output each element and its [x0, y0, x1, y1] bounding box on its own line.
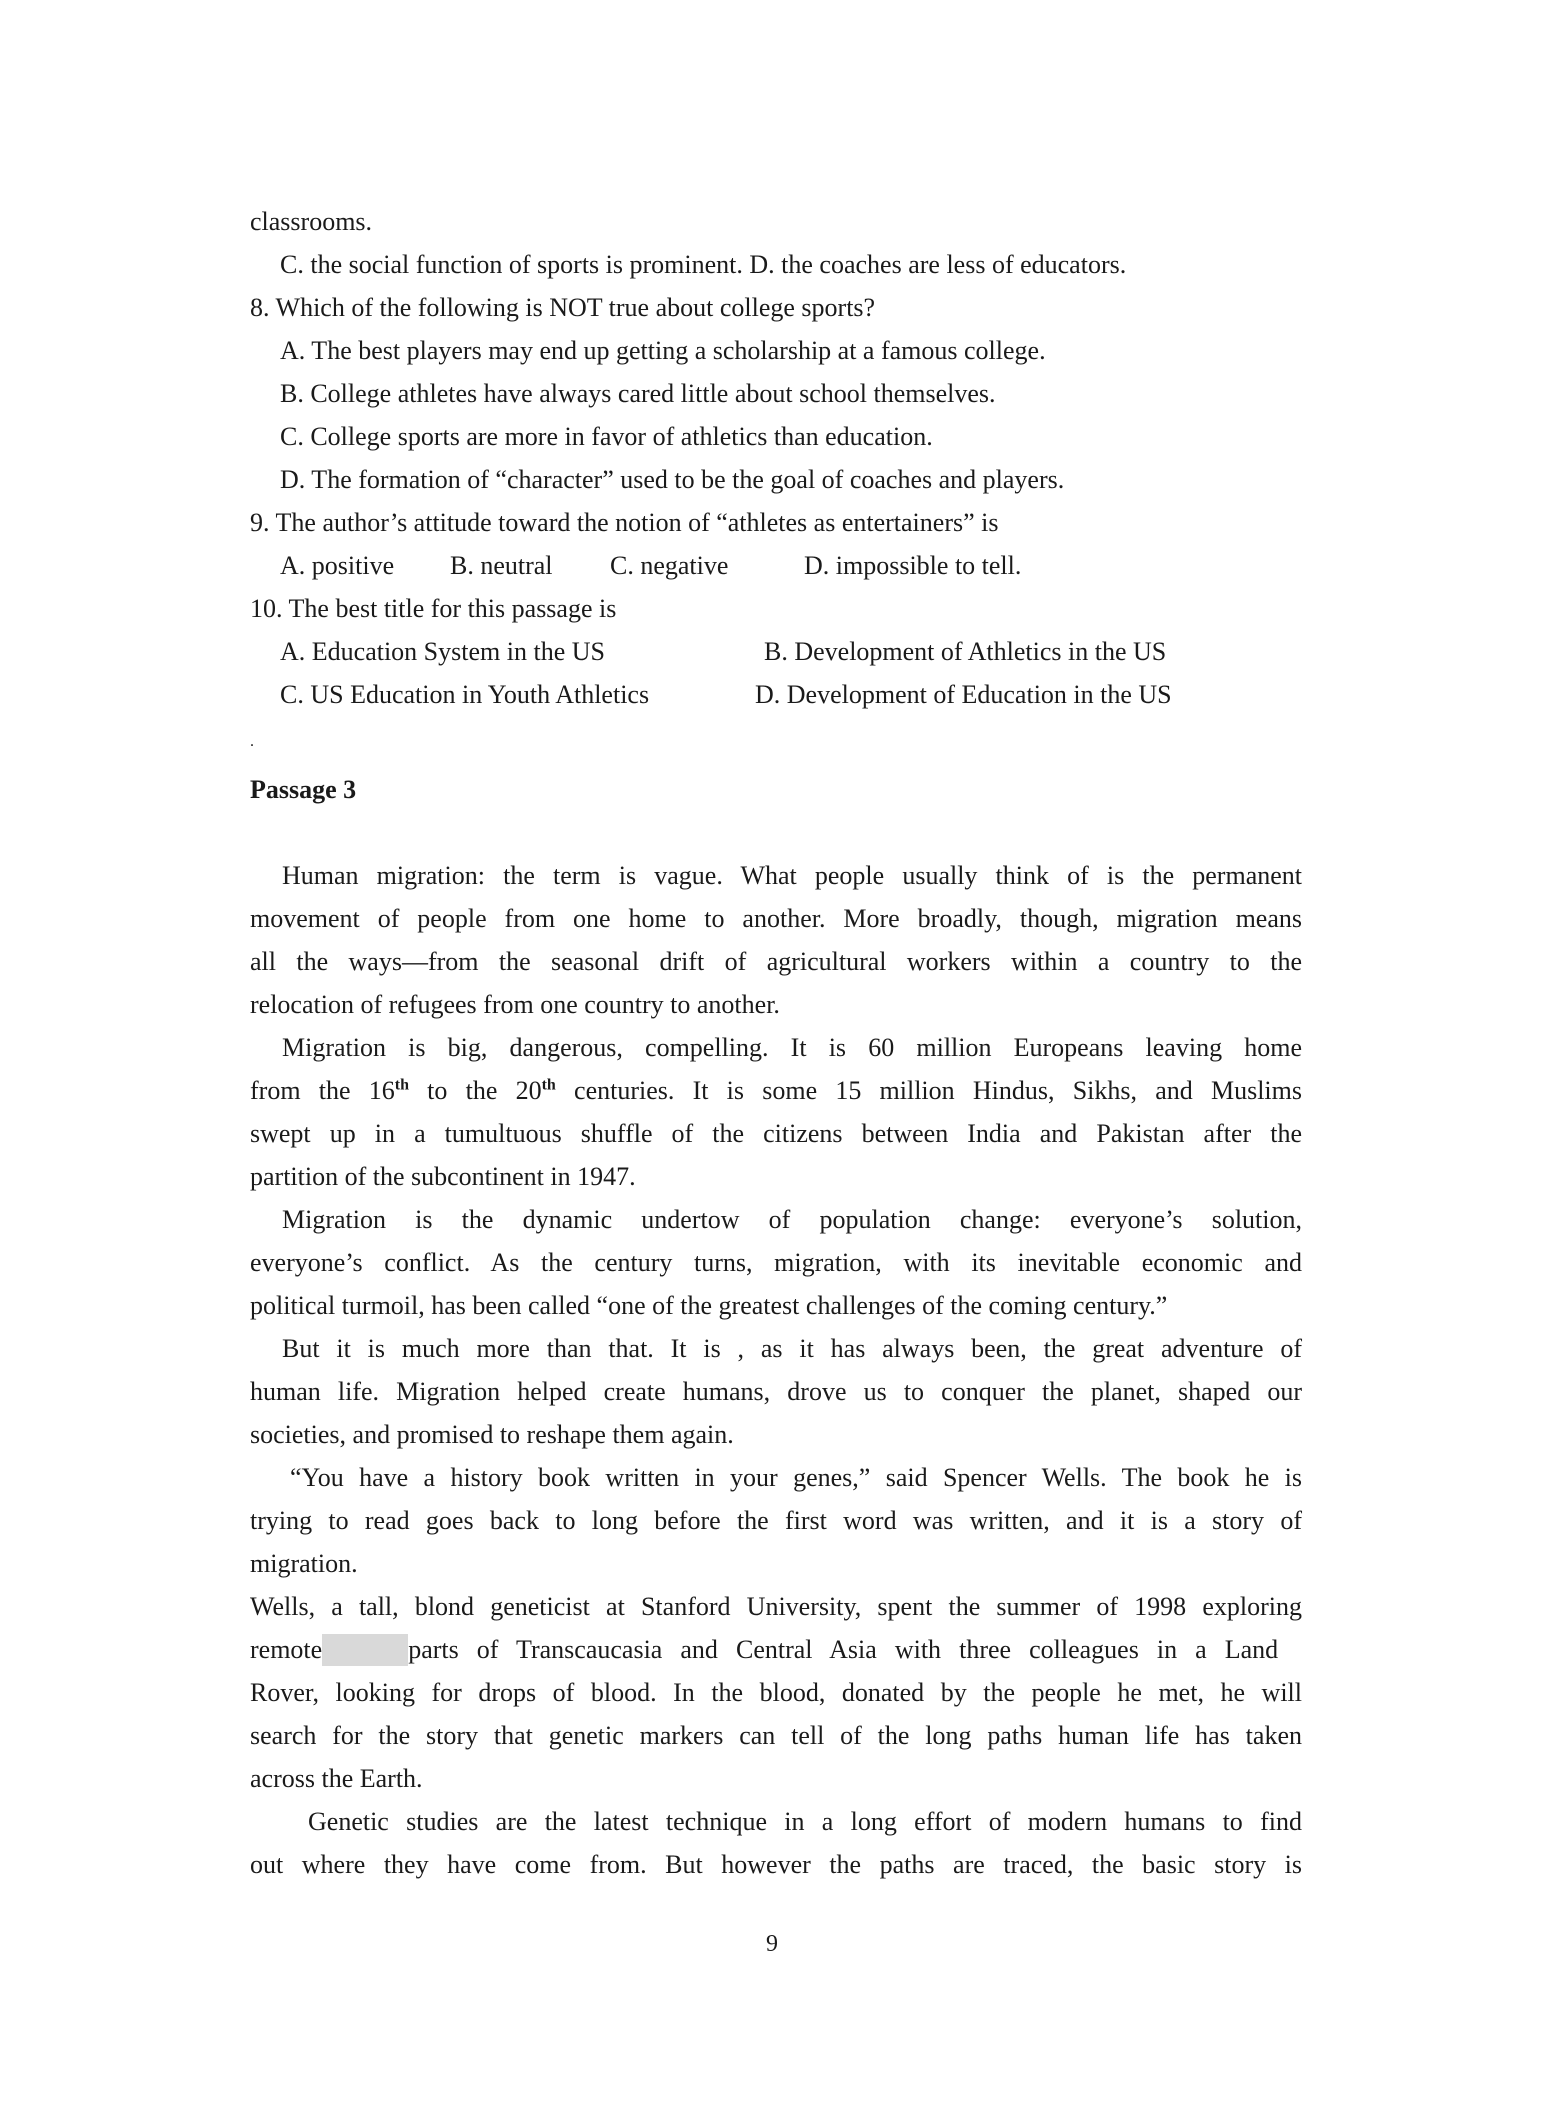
p3-line-2: everyone’s conflict. As the century turns, migration, with its inevitable economic and [250, 1248, 1302, 1277]
p2-line-2 [250, 1075, 1302, 1107]
p1-line-4: relocation of refugees from one country to another. [250, 990, 780, 1019]
passage-title: Passage 3 [250, 775, 357, 804]
p7-line-2: out where they have come from. But however the paths are traced, the basic story is [250, 1850, 1302, 1879]
q10-option-b: B. Development of Athletics in the US [764, 637, 1167, 666]
p6-line-2-part-b: parts of Transcaucasia and Central Asia with three colleagues in a Land [408, 1635, 1279, 1664]
p2-sup-2: th [541, 1076, 556, 1094]
p5-line-1: “You have a history book written in your genes,” said Spencer Wells. The book he is [290, 1463, 1302, 1492]
p4-line-3: societies, and promised to reshape them again. [250, 1420, 734, 1449]
q10-option-a: A. Education System in the US [280, 637, 605, 666]
q8-stem: 8. Which of the following is NOT true about college sports? [250, 293, 876, 322]
p2-line-3: swept up in a tumultuous shuffle of the citizens between India and Pakistan after the [250, 1119, 1302, 1148]
q7-options-cd: C. the social function of sports is prominent. D. the coaches are less of educators. [280, 250, 1127, 279]
p3-line-1: Migration is the dynamic undertow of population change: everyone’s solution, [282, 1205, 1302, 1234]
p4-line-2: human life. Migration helped create humans, drove us to conquer the planet, shaped our [250, 1377, 1302, 1406]
q8-option-c: C. College sports are more in favor of athletics than education. [280, 422, 933, 451]
p6-line-4: search for the story that genetic markers can tell of the long paths human life has taken [250, 1721, 1302, 1750]
p6-line-2 [250, 1634, 1302, 1666]
p2-line-1: Migration is big, dangerous, compelling. It is 60 million Europeans leaving home [282, 1033, 1302, 1062]
p5-line-2: trying to read goes back to long before the first word was written, and it is a story of [250, 1506, 1302, 1535]
p1-line-3: all the ways—from the seasonal drift of agricultural workers within a country to the [250, 947, 1302, 976]
q9-stem: 9. The author’s attitude toward the notion of “athletes as entertainers” is [250, 508, 999, 537]
p3-line-3: political turmoil, has been called “one of the greatest challenges of the coming century.” [250, 1291, 1168, 1320]
q9-option-a: A. positive [280, 551, 395, 580]
q10-option-d: D. Development of Education in the US [755, 680, 1172, 709]
p2-line-2-part-a: from the 16 [250, 1076, 395, 1105]
q10-stem: 10. The best title for this passage is [250, 594, 617, 623]
q9-option-d: D. impossible to tell. [804, 551, 1022, 580]
p5-line-3: migration. [250, 1549, 358, 1578]
p1-line-1: Human migration: the term is vague. What people usually think of is the permanent [282, 861, 1302, 890]
p6-line-2-part-a: remote [250, 1635, 323, 1664]
p6-line-5: across the Earth. [250, 1764, 423, 1793]
p1-line-2: movement of people from one home to another. More broadly, though, migration means [250, 904, 1302, 933]
q8-option-d: D. The formation of “character” used to be the goal of coaches and players. [280, 465, 1065, 494]
q7-tail: classrooms. [250, 207, 373, 236]
q8-option-b: B. College athletes have always cared little about school themselves. [280, 379, 996, 408]
q8-option-a: A. The best players may end up getting a scholarship at a famous college. [280, 336, 1046, 365]
p2-line-2-part-c: centuries. It is some 15 million Hindus, Sikhs, and Muslims [555, 1076, 1302, 1105]
q9-option-b: B. neutral [450, 551, 553, 580]
redaction-box [322, 1634, 408, 1666]
p4-line-1: But it is much more than that. It is , as it has always been, the great adventure of [282, 1334, 1302, 1363]
q9-option-c: C. negative [610, 551, 729, 580]
q10-option-c: C. US Education in Youth Athletics [280, 680, 650, 709]
p7-line-1: Genetic studies are the latest technique in a long effort of modern humans to find [308, 1807, 1302, 1836]
page-number: 9 [766, 1931, 778, 1957]
p6-line-3: Rover, looking for drops of blood. In the blood, donated by the people he met, he will [250, 1678, 1302, 1707]
stray-dot: . [250, 733, 254, 750]
p6-line-1: Wells, a tall, blond geneticist at Stanford University, spent the summer of 1998 exploring [250, 1592, 1302, 1621]
p2-sup-1: th [394, 1076, 409, 1094]
p2-line-4: partition of the subcontinent in 1947. [250, 1162, 636, 1191]
p2-line-2-part-b: to the 20 [408, 1076, 542, 1105]
